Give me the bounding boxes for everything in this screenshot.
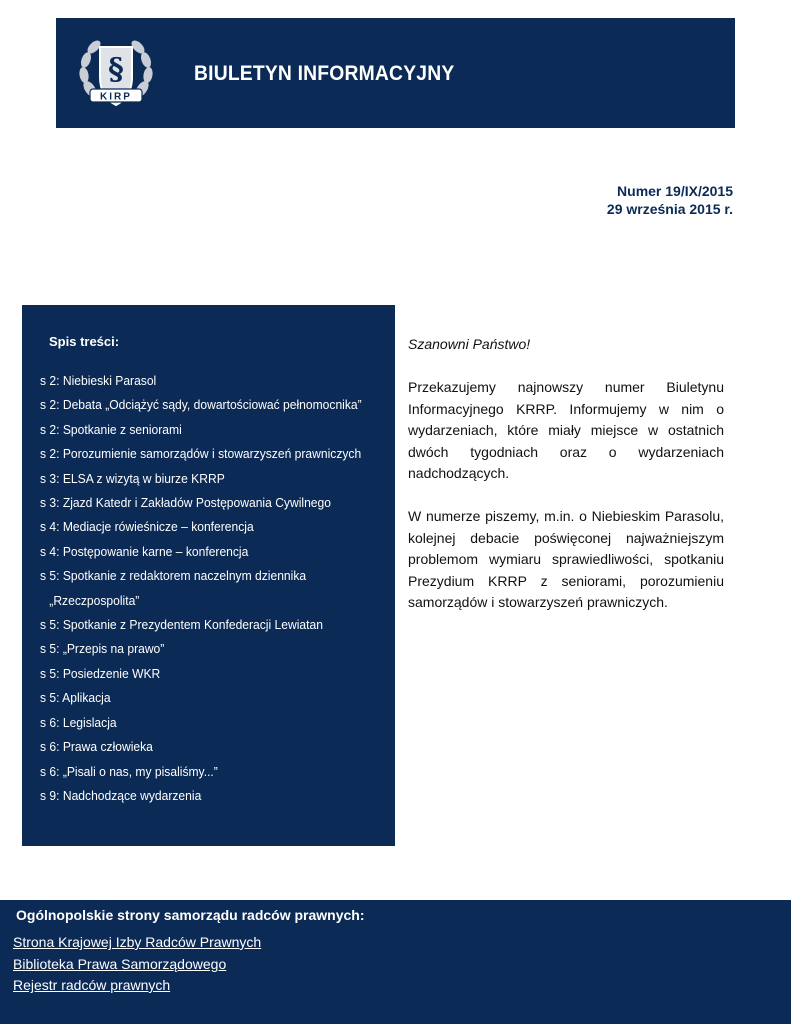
page-title: BIULETYN INFORMACYJNY: [194, 62, 455, 85]
toc-list: [40, 369, 390, 808]
toc-item: s 6: Prawa człowieka: [40, 739, 153, 755]
footer-links-panel: [0, 900, 791, 1024]
toc-item: s 3: ELSA z wizytą w biurze KRRP: [40, 470, 225, 486]
toc-item: s 3: Zjazd Katedr i Zakładów Postępowania Cywilnego: [40, 495, 331, 511]
toc-item: s 2: Porozumienie samorządów i stowarzyszeń prawniczych: [40, 446, 362, 462]
toc-item: s 2: Niebieski Parasol: [40, 373, 157, 388]
toc-heading: Spis treści:: [49, 334, 120, 349]
link-biblioteka-prawa[interactable]: Biblioteka Prawa Samorządowego: [13, 955, 227, 972]
toc-item: s 5: „Przepis na prawo”: [40, 641, 165, 657]
footer-link-list: [13, 932, 261, 997]
toc-item: s 2: Spotkanie z seniorami: [40, 421, 182, 437]
toc-item: s 2: Debata „Odciążyć sądy, dowartościować pełnomocnika”: [40, 397, 362, 413]
letter-paragraph-1: Przekazujemy najnowszy numer Biuletynu Informacyjnego KRRP. Informujemy w nim o wydarzeniach, które miały miejsce w ostatnich dwóch tygodniach oraz o wydarzeniach nadchodzących.: [408, 379, 724, 481]
toc-item: s 6: „Pisali o nas, my pisaliśmy...”: [40, 763, 218, 779]
intro-letter: [408, 334, 724, 635]
toc-item: s 4: Postępowanie karne – konferencja: [40, 543, 249, 559]
toc-item-continuation: „Rzeczpospolita”: [49, 592, 140, 608]
toc-item: s 6: Legislacja: [40, 714, 117, 730]
table-of-contents: [22, 305, 395, 846]
letter-greeting: Szanowni Państwo!: [408, 336, 531, 352]
toc-item: s 5: Spotkanie z Prezydentem Konfederacji Lewiatan: [40, 617, 323, 633]
toc-item: s 5: Spotkanie z redaktorem naczelnym dziennika: [40, 568, 307, 584]
letter-paragraph-2: W numerze piszemy, m.in. o Niebieskim Parasolu, kolejnej debacie poświęconej najważniejszym problemom wymiaru sprawiedliwości, spotkaniu Prezydium KRRP z seniorami, porozumieniu samorządów i stowarzyszeń prawniczych.: [408, 508, 724, 610]
link-rejestr-radcow[interactable]: Rejestr radców prawnych: [13, 977, 171, 993]
header-banner: [56, 18, 735, 128]
toc-item: s 5: Aplikacja: [40, 690, 111, 706]
issue-number: Numer 19/IX/2015: [617, 183, 733, 199]
footer-heading: Ogólnopolskie strony samorządu radców prawnych:: [16, 907, 365, 923]
logo-text: KIRP: [100, 91, 132, 103]
issue-date: 29 września 2015 r.: [606, 201, 733, 217]
toc-item: s 9: Nadchodzące wydarzenia: [40, 787, 202, 803]
paragraph-symbol: §: [108, 52, 124, 87]
krp-logo-icon: [76, 33, 156, 113]
issue-info: [607, 182, 733, 218]
link-krajowa-izba[interactable]: Strona Krajowej Izby Radców Prawnych: [13, 934, 262, 950]
toc-item: s 4: Mediacje rówieśnicze – konferencja: [40, 519, 254, 535]
toc-item: s 5: Posiedzenie WKR: [40, 665, 161, 681]
